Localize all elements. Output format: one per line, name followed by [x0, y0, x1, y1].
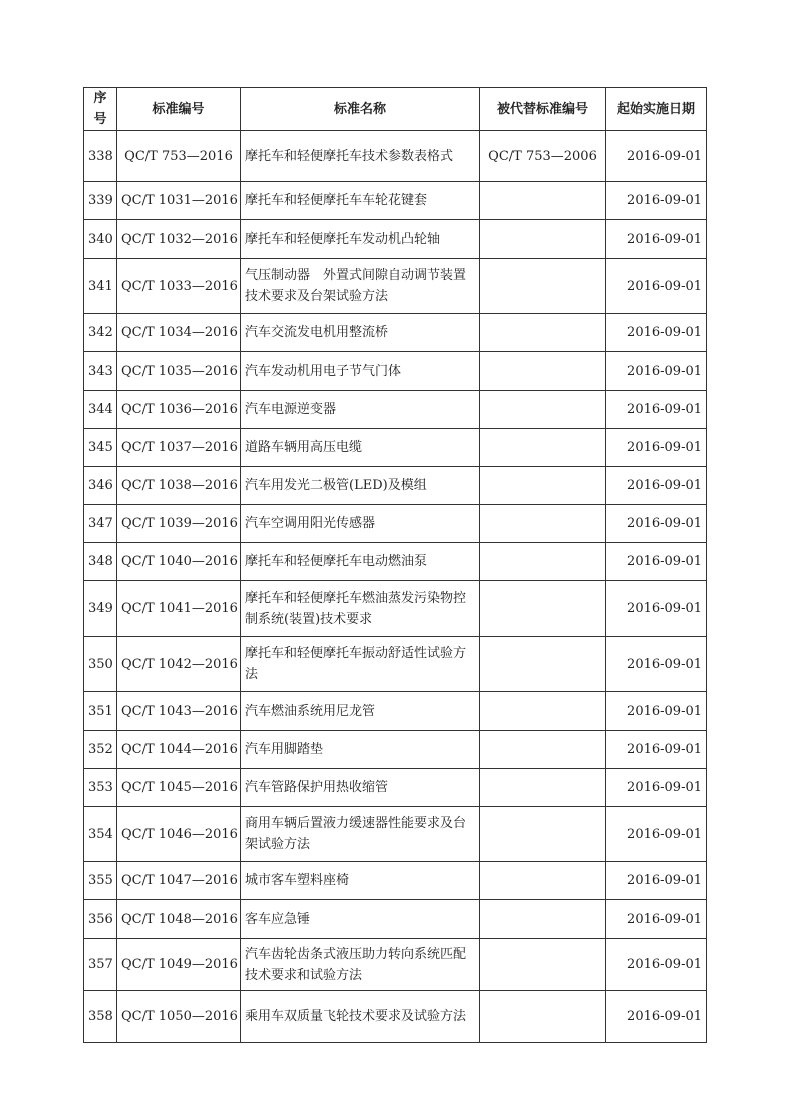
table-row [84, 220, 707, 259]
cell-name: 摩托车和轻便摩托车振动舒适性试验方法 [241, 637, 480, 692]
cell-no: 347 [84, 505, 117, 543]
cell-code: QC/T 1045—2016 [117, 769, 241, 807]
cell-no: 340 [84, 220, 117, 259]
cell-name: 汽车发动机用电子节气门体 [241, 352, 480, 391]
cell-date: 2016-09-01 [606, 900, 707, 939]
cell-replaced [480, 259, 606, 314]
cell-replaced [480, 505, 606, 543]
cell-no: 350 [84, 637, 117, 692]
table-row [84, 769, 707, 807]
cell-code: QC/T 1032—2016 [117, 220, 241, 259]
table-row [84, 731, 707, 769]
cell-date: 2016-09-01 [606, 807, 707, 862]
cell-replaced [480, 352, 606, 391]
cell-name: 商用车辆后置液力缓速器性能要求及台架试验方法 [241, 807, 480, 862]
table-row [84, 314, 707, 352]
cell-no: 358 [84, 991, 117, 1043]
table-row [84, 505, 707, 543]
cell-date: 2016-09-01 [606, 731, 707, 769]
cell-date: 2016-09-01 [606, 543, 707, 581]
cell-name: 汽车管路保护用热收缩管 [241, 769, 480, 807]
cell-date: 2016-09-01 [606, 769, 707, 807]
cell-replaced [480, 900, 606, 939]
cell-date: 2016-09-01 [606, 182, 707, 220]
cell-name: 汽车燃油系统用尼龙管 [241, 692, 480, 731]
cell-date: 2016-09-01 [606, 429, 707, 467]
cell-date: 2016-09-01 [606, 637, 707, 692]
standards-table [83, 87, 707, 1043]
cell-date: 2016-09-01 [606, 505, 707, 543]
cell-no: 356 [84, 900, 117, 939]
cell-no: 339 [84, 182, 117, 220]
cell-code: QC/T 1034—2016 [117, 314, 241, 352]
table-body [84, 131, 707, 1043]
cell-no: 345 [84, 429, 117, 467]
cell-no: 341 [84, 259, 117, 314]
cell-name: 汽车齿轮齿条式液压助力转向系统匹配技术要求和试验方法 [241, 939, 480, 991]
cell-name: 摩托车和轻便摩托车发动机凸轮轴 [241, 220, 480, 259]
cell-replaced [480, 769, 606, 807]
table-row [84, 581, 707, 637]
cell-no: 338 [84, 131, 117, 182]
cell-code: QC/T 1037—2016 [117, 429, 241, 467]
header-code: 标准编号 [117, 88, 241, 131]
cell-replaced [480, 637, 606, 692]
header-date: 起始实施日期 [606, 88, 707, 131]
cell-date: 2016-09-01 [606, 581, 707, 637]
cell-code: QC/T 1042—2016 [117, 637, 241, 692]
cell-no: 346 [84, 467, 117, 505]
cell-replaced [480, 429, 606, 467]
cell-replaced [480, 467, 606, 505]
table-row [84, 467, 707, 505]
cell-date: 2016-09-01 [606, 467, 707, 505]
cell-name: 道路车辆用高压电缆 [241, 429, 480, 467]
cell-name: 汽车空调用阳光传感器 [241, 505, 480, 543]
cell-date: 2016-09-01 [606, 862, 707, 900]
table-row [84, 637, 707, 692]
cell-no: 352 [84, 731, 117, 769]
cell-date: 2016-09-01 [606, 220, 707, 259]
cell-code: QC/T 753—2016 [117, 131, 241, 182]
cell-name: 汽车用脚踏垫 [241, 731, 480, 769]
cell-code: QC/T 1046—2016 [117, 807, 241, 862]
header-no: 序号 [84, 88, 117, 131]
table-row [84, 131, 707, 182]
cell-no: 348 [84, 543, 117, 581]
cell-replaced [480, 182, 606, 220]
cell-code: QC/T 1033—2016 [117, 259, 241, 314]
header-name: 标准名称 [241, 88, 480, 131]
cell-replaced: QC/T 753—2006 [480, 131, 606, 182]
cell-replaced [480, 862, 606, 900]
cell-replaced [480, 731, 606, 769]
cell-date: 2016-09-01 [606, 692, 707, 731]
cell-no: 349 [84, 581, 117, 637]
cell-replaced [480, 581, 606, 637]
cell-no: 357 [84, 939, 117, 991]
cell-date: 2016-09-01 [606, 259, 707, 314]
header-replaced: 被代替标准编号 [480, 88, 606, 131]
cell-code: QC/T 1047—2016 [117, 862, 241, 900]
cell-replaced [480, 391, 606, 429]
cell-name: 气压制动器 外置式间隙自动调节装置技术要求及台架试验方法 [241, 259, 480, 314]
cell-no: 354 [84, 807, 117, 862]
cell-replaced [480, 692, 606, 731]
cell-code: QC/T 1048—2016 [117, 900, 241, 939]
table-row [84, 692, 707, 731]
table-row [84, 259, 707, 314]
cell-date: 2016-09-01 [606, 131, 707, 182]
cell-code: QC/T 1036—2016 [117, 391, 241, 429]
table-row [84, 991, 707, 1043]
cell-no: 353 [84, 769, 117, 807]
cell-name: 乘用车双质量飞轮技术要求及试验方法 [241, 991, 480, 1043]
cell-replaced [480, 314, 606, 352]
table-row [84, 182, 707, 220]
cell-replaced [480, 807, 606, 862]
table-row [84, 862, 707, 900]
cell-name: 城市客车塑料座椅 [241, 862, 480, 900]
table-row [84, 429, 707, 467]
cell-no: 355 [84, 862, 117, 900]
cell-code: QC/T 1049—2016 [117, 939, 241, 991]
cell-name: 汽车电源逆变器 [241, 391, 480, 429]
table-row [84, 807, 707, 862]
table-row [84, 939, 707, 991]
cell-date: 2016-09-01 [606, 991, 707, 1043]
cell-date: 2016-09-01 [606, 352, 707, 391]
cell-name: 汽车交流发电机用整流桥 [241, 314, 480, 352]
header-row [84, 88, 707, 131]
cell-name: 客车应急锤 [241, 900, 480, 939]
cell-code: QC/T 1043—2016 [117, 692, 241, 731]
cell-code: QC/T 1050—2016 [117, 991, 241, 1043]
cell-name: 汽车用发光二极管(LED)及模组 [241, 467, 480, 505]
table-row [84, 900, 707, 939]
cell-replaced [480, 543, 606, 581]
cell-name: 摩托车和轻便摩托车燃油蒸发污染物控制系统(装置)技术要求 [241, 581, 480, 637]
cell-code: QC/T 1040—2016 [117, 543, 241, 581]
cell-date: 2016-09-01 [606, 314, 707, 352]
cell-no: 343 [84, 352, 117, 391]
cell-replaced [480, 220, 606, 259]
cell-name: 摩托车和轻便摩托车技术参数表格式 [241, 131, 480, 182]
table-row [84, 391, 707, 429]
cell-code: QC/T 1031—2016 [117, 182, 241, 220]
cell-replaced [480, 939, 606, 991]
cell-no: 344 [84, 391, 117, 429]
cell-date: 2016-09-01 [606, 939, 707, 991]
cell-no: 342 [84, 314, 117, 352]
table-row [84, 543, 707, 581]
cell-name: 摩托车和轻便摩托车车轮花键套 [241, 182, 480, 220]
cell-replaced [480, 991, 606, 1043]
cell-code: QC/T 1041—2016 [117, 581, 241, 637]
cell-no: 351 [84, 692, 117, 731]
cell-code: QC/T 1039—2016 [117, 505, 241, 543]
cell-date: 2016-09-01 [606, 391, 707, 429]
cell-code: QC/T 1038—2016 [117, 467, 241, 505]
table-row [84, 352, 707, 391]
cell-code: QC/T 1035—2016 [117, 352, 241, 391]
cell-code: QC/T 1044—2016 [117, 731, 241, 769]
cell-name: 摩托车和轻便摩托车电动燃油泵 [241, 543, 480, 581]
